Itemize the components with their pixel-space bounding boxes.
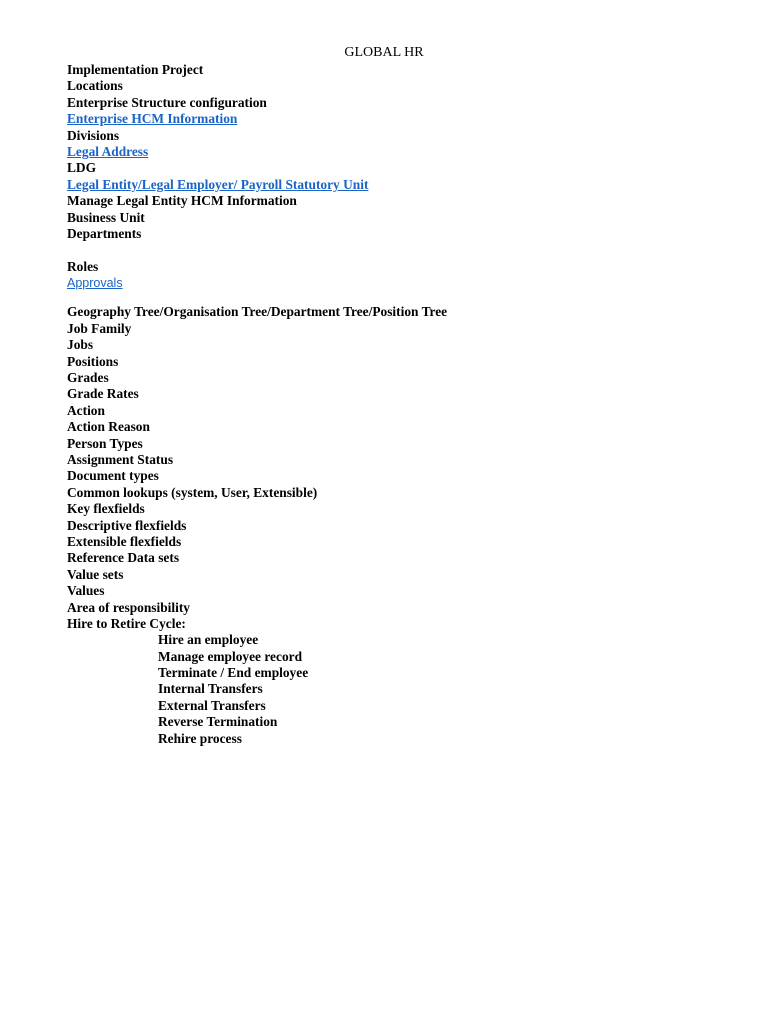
list-item: Document types <box>67 468 159 484</box>
list-item: Implementation Project <box>67 62 204 77</box>
list-item: Extensible flexfields <box>67 533 182 549</box>
legal-address-link[interactable]: Legal Address <box>67 143 149 159</box>
list-item: Enterprise Structure configuration <box>67 94 267 110</box>
list-item: Divisions <box>67 127 120 143</box>
list-item: Value sets <box>67 566 124 582</box>
sub-list-item: Hire an employee <box>158 632 259 648</box>
sub-list-item: Reverse Termination <box>158 714 278 730</box>
list-item: Person Types <box>67 435 143 451</box>
list-item: Values <box>67 583 105 599</box>
list-item: Descriptive flexfields <box>67 517 187 533</box>
list-item: Jobs <box>67 337 94 353</box>
sub-list-item: Manage employee record <box>158 648 303 664</box>
list-item: Positions <box>67 353 119 369</box>
sub-list-item: External Transfers <box>158 697 266 713</box>
list-item: Area of responsibility <box>67 599 190 615</box>
list-item: Departments <box>67 225 142 241</box>
hire-to-retire-heading: Hire to Retire Cycle: <box>67 615 186 631</box>
enterprise-hcm-information-link[interactable]: Enterprise HCM Information <box>67 111 238 127</box>
list-item: Locations <box>67 78 123 94</box>
sub-list-item: Internal Transfers <box>158 681 263 697</box>
list-item: Business Unit <box>67 209 145 225</box>
list-item: LDG <box>67 160 97 176</box>
list-item: Manage Legal Entity HCM Information <box>67 193 297 209</box>
list-item: Geography Tree/Organisation Tree/Department Tree/Position Tree <box>67 304 448 320</box>
list-item: Key flexfields <box>67 501 145 517</box>
sub-list-item: Rehire process <box>158 730 242 746</box>
sub-list-item: Terminate / End employee <box>158 665 309 681</box>
document-body <box>67 62 747 747</box>
list-item: Assignment Status <box>67 451 174 467</box>
list-item: Grades <box>67 370 109 386</box>
document-title: GLOBAL HR <box>344 45 424 60</box>
list-item: Action <box>67 402 105 418</box>
list-item: Grade Rates <box>67 386 139 402</box>
list-item: Job Family <box>67 320 132 336</box>
spacer <box>67 242 747 258</box>
list-item: Action Reason <box>67 419 150 435</box>
list-item: Reference Data sets <box>67 550 180 566</box>
spacer <box>67 291 747 304</box>
roles-heading: Roles <box>67 258 99 274</box>
approvals-link[interactable]: Approvals <box>67 276 123 291</box>
list-item: Common lookups (system, User, Extensible) <box>67 484 318 500</box>
legal-entity-link[interactable]: Legal Entity/Legal Employer/ Payroll Statutory Unit <box>67 176 369 192</box>
